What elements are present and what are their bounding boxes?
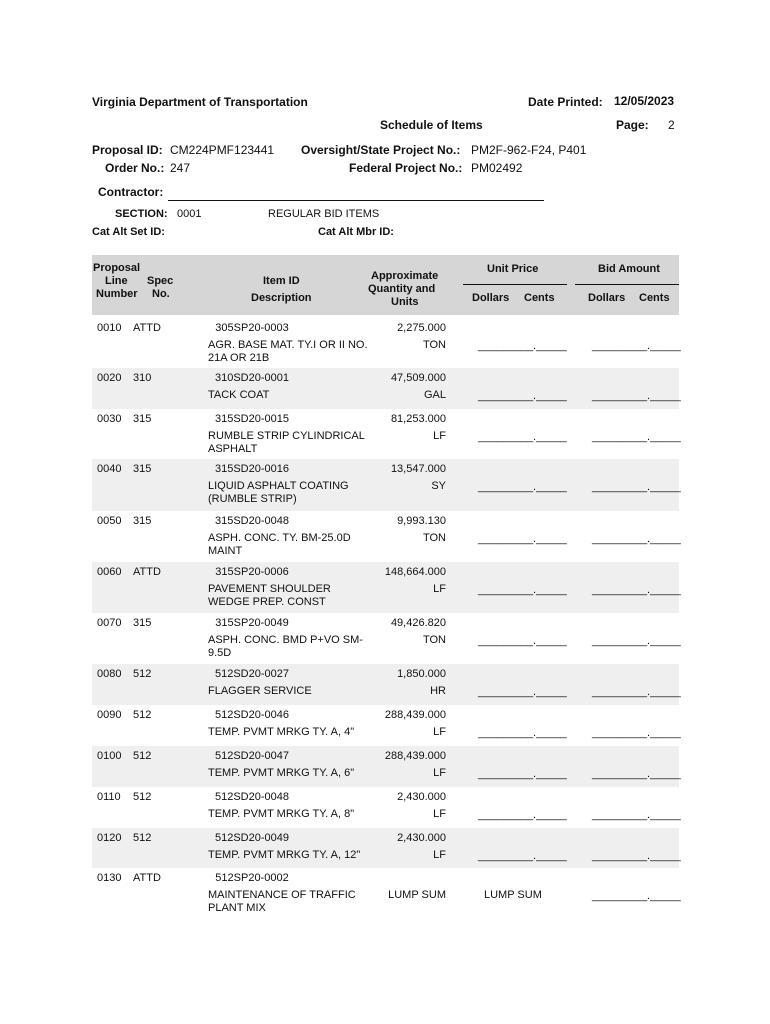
- line-number: 0080: [97, 668, 122, 680]
- spec-number: 315: [133, 413, 152, 425]
- bid-amount-entry: _________._____: [592, 481, 681, 493]
- federal-project-value: PM02492: [471, 161, 523, 175]
- item-id: 310SD20-0001: [214, 372, 290, 384]
- bid-amount-entry: _________._____: [592, 850, 681, 862]
- organization-name: Virginia Department of Transportation: [92, 95, 308, 109]
- line-number: 0090: [97, 709, 122, 721]
- item-description: ASPH. CONC. TY. BM-25.0D MAINT: [208, 532, 351, 557]
- order-no-value: 247: [170, 161, 191, 175]
- unit-of-measure: LF: [433, 583, 446, 595]
- table-row: [92, 368, 679, 409]
- bid-amount-entry: _________._____: [592, 768, 681, 780]
- approx-quantity: 2,275.000: [397, 322, 446, 334]
- unit-price-entry: _________._____: [478, 584, 567, 596]
- bid-amount-entry: _________._____: [592, 727, 681, 739]
- bid-amount-entry: _________._____: [592, 686, 681, 698]
- item-id: 512SD20-0048: [214, 791, 290, 803]
- line-number: 0060: [97, 566, 122, 578]
- approx-quantity: 9,993.130: [397, 515, 446, 527]
- unit-price-entry: _________._____: [478, 809, 567, 821]
- spec-number: 512: [133, 709, 152, 721]
- order-no-label: Order No.:: [105, 161, 165, 175]
- line-number: 0040: [97, 463, 122, 475]
- item-id: 315SP20-0049: [215, 617, 289, 629]
- table-row: [92, 705, 679, 746]
- item-id: 315SD20-0015: [214, 413, 290, 425]
- unit-price-entry: _________._____: [478, 850, 567, 862]
- item-description: RUMBLE STRIP CYLINDRICAL ASPHALT: [208, 430, 365, 455]
- table-row: [92, 828, 679, 868]
- item-description: PAVEMENT SHOULDER WEDGE PREP. CONST: [208, 583, 331, 608]
- unit-price-entry: _________._____: [478, 635, 567, 647]
- approx-quantity: 288,439.000: [384, 709, 446, 721]
- unit-of-measure: LF: [433, 808, 446, 820]
- item-description: TACK COAT: [208, 389, 270, 401]
- spec-number: 315: [133, 617, 152, 629]
- line-number: 0110: [97, 791, 121, 803]
- col-no: No.: [152, 288, 170, 300]
- bid-amount-entry: _________._____: [592, 390, 681, 402]
- item-description: TEMP. PVMT MRKG TY. A, 8": [208, 808, 355, 820]
- unit-price-entry: _________._____: [478, 686, 567, 698]
- item-id: 512SD20-0047: [214, 750, 290, 762]
- approx-quantity: 1,850.000: [397, 668, 446, 680]
- approx-quantity: 2,430.000: [397, 832, 446, 844]
- approx-quantity: 13,547.000: [390, 463, 446, 475]
- table-row: [92, 787, 679, 828]
- spec-number: 315: [133, 463, 152, 475]
- col-bid-amount: Bid Amount: [598, 263, 660, 275]
- bid-amount-entry: _________._____: [592, 340, 681, 352]
- approx-quantity: LUMP SUM: [388, 889, 446, 901]
- table-row: [92, 664, 679, 705]
- col-proposal: Proposal: [93, 262, 141, 274]
- unit-of-measure: LF: [433, 726, 446, 738]
- item-description: TEMP. PVMT MRKG TY. A, 6": [208, 767, 355, 779]
- page-number: 2: [668, 118, 675, 132]
- item-id: 315SP20-0006: [215, 566, 289, 578]
- spec-number: 512: [133, 750, 152, 762]
- unit-of-measure: LF: [433, 767, 446, 779]
- approx-quantity: 47,509.000: [390, 372, 446, 384]
- approx-quantity: 49,426.820: [390, 617, 446, 629]
- section-value: 0001: [177, 208, 202, 220]
- col-line: Line: [105, 275, 128, 287]
- table-row: [92, 746, 679, 787]
- item-description: MAINTENANCE OF TRAFFIC PLANT MIX: [208, 889, 356, 914]
- approx-quantity: 288,439.000: [384, 750, 446, 762]
- line-number: 0130: [97, 872, 122, 884]
- col-unit-price: Unit Price: [487, 263, 539, 275]
- item-description: AGR. BASE MAT. TY.I OR II NO. 21A OR 21B: [208, 339, 368, 364]
- line-number: 0010: [97, 322, 122, 334]
- spec-number: 512: [133, 832, 152, 844]
- contractor-label: Contractor:: [98, 185, 164, 199]
- contractor-field-line: [168, 200, 544, 201]
- item-id: 315SD20-0016: [214, 463, 290, 475]
- col-description: Description: [251, 292, 312, 304]
- unit-of-measure: GAL: [423, 389, 446, 401]
- col-number: Number: [96, 288, 138, 300]
- col-approximate: Approximate: [371, 270, 439, 282]
- unit-price-lump-sum: LUMP SUM: [484, 889, 542, 901]
- table-row: [92, 318, 679, 368]
- schedule-title: Schedule of Items: [380, 118, 483, 132]
- proposal-id-value: CM224PMF123441: [170, 143, 275, 157]
- unit-of-measure: TON: [422, 532, 446, 544]
- table-row: [92, 511, 679, 562]
- item-description: LIQUID ASPHALT COATING (RUMBLE STRIP): [208, 480, 349, 505]
- proposal-id-label: Proposal ID:: [92, 143, 163, 157]
- col-units: Units: [391, 296, 419, 308]
- cat-alt-mbr-label: Cat Alt Mbr ID:: [318, 226, 394, 238]
- page-label: Page:: [616, 118, 649, 132]
- item-id: 315SD20-0048: [214, 515, 290, 527]
- bid-amount-entry: _________._____: [592, 809, 681, 821]
- table-row: [92, 562, 679, 613]
- spec-number: 315: [133, 515, 152, 527]
- bid-amount-divider: [575, 284, 679, 285]
- bid-amount-entry: _________._____: [592, 890, 681, 902]
- item-description: ASPH. CONC. BMD P+VO SM-9.5D: [208, 634, 363, 659]
- spec-number: 512: [133, 668, 152, 680]
- section-name: REGULAR BID ITEMS: [268, 208, 380, 220]
- bid-amount-entry: _________._____: [592, 584, 681, 596]
- spec-number: ATTD: [133, 872, 161, 884]
- spec-number: ATTD: [133, 322, 161, 334]
- unit-price-entry: _________._____: [478, 481, 567, 493]
- item-description: TEMP. PVMT MRKG TY. A, 12": [208, 849, 361, 861]
- item-description: FLAGGER SERVICE: [208, 685, 312, 697]
- line-number: 0030: [97, 413, 122, 425]
- col-unit-cents: Cents: [524, 292, 555, 304]
- bid-amount-entry: _________._____: [592, 431, 681, 443]
- col-item-id: Item ID: [263, 275, 300, 287]
- unit-price-entry: _________._____: [478, 768, 567, 780]
- line-number: 0120: [97, 832, 122, 844]
- table-row: [92, 459, 679, 511]
- unit-price-entry: _________._____: [478, 390, 567, 402]
- col-bid-dollars: Dollars: [588, 292, 626, 304]
- oversight-label: Oversight/State Project No.:: [301, 143, 461, 157]
- item-id: 512SD20-0046: [214, 709, 290, 721]
- unit-of-measure: HR: [430, 685, 446, 697]
- line-number: 0100: [97, 750, 122, 762]
- col-bid-cents: Cents: [639, 292, 670, 304]
- date-printed-value: 12/05/2023: [614, 94, 675, 108]
- col-quantity-and: Quantity and: [368, 283, 436, 295]
- spec-number: ATTD: [133, 566, 161, 578]
- line-number: 0020: [97, 372, 122, 384]
- oversight-value: PM2F-962-F24, P401: [471, 143, 587, 157]
- section-label: SECTION:: [115, 208, 168, 220]
- item-id: 512SD20-0049: [214, 832, 290, 844]
- line-number: 0050: [97, 515, 122, 527]
- col-unit-dollars: Dollars: [472, 292, 510, 304]
- approx-quantity: 2,430.000: [397, 791, 446, 803]
- spec-number: 310: [133, 372, 152, 384]
- table-row: [92, 613, 679, 664]
- bid-amount-entry: _________._____: [592, 635, 681, 647]
- unit-of-measure: TON: [422, 339, 446, 351]
- table-row: [92, 868, 679, 920]
- col-spec: Spec: [147, 275, 174, 287]
- approx-quantity: 81,253.000: [390, 413, 446, 425]
- unit-of-measure: SY: [431, 480, 446, 492]
- unit-price-entry: _________._____: [478, 727, 567, 739]
- federal-project-label: Federal Project No.:: [349, 161, 463, 175]
- unit-price-entry: _________._____: [478, 431, 567, 443]
- table-row: [92, 409, 679, 459]
- unit-of-measure: TON: [422, 634, 446, 646]
- unit-price-entry: _________._____: [478, 533, 567, 545]
- unit-price-entry: _________._____: [478, 340, 567, 352]
- item-id: 512SP20-0002: [215, 872, 289, 884]
- bid-amount-entry: _________._____: [592, 533, 681, 545]
- date-printed-label: Date Printed:: [528, 95, 603, 109]
- approx-quantity: 148,664.000: [384, 566, 446, 578]
- unit-of-measure: LF: [433, 849, 446, 861]
- item-id: 305SP20-0003: [215, 322, 289, 334]
- line-number: 0070: [97, 617, 122, 629]
- item-id: 512SD20-0027: [214, 668, 290, 680]
- spec-number: 512: [133, 791, 152, 803]
- cat-alt-set-label: Cat Alt Set ID:: [92, 226, 165, 238]
- unit-of-measure: LF: [433, 430, 446, 442]
- unit-price-divider: [463, 284, 567, 285]
- item-description: TEMP. PVMT MRKG TY. A, 4": [208, 726, 355, 738]
